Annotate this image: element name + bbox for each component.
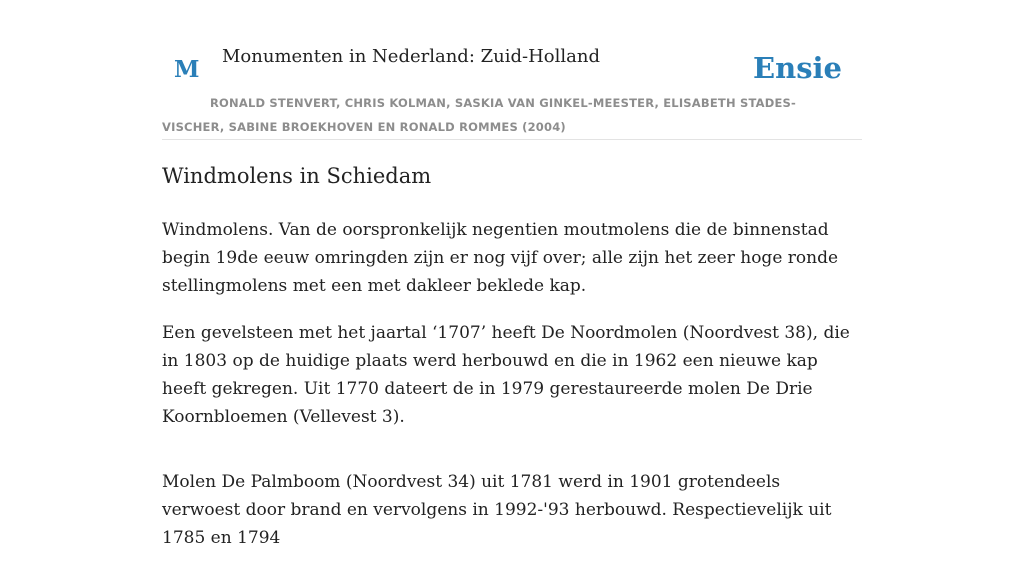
paragraph-2: Een gevelsteen met het jaartal ‘1707’ heeft De Noordmolen (Noordvest 38), die in 1803 op de huidige plaats werd herbouwd en die in 1962 een nieuwe kap heeft gekregen. Uit 1770 dateert de in 1979 gerestaureerde molen De Drie Koornbloemen (Vellevest 3). bbox=[162, 323, 850, 427]
ensie-logo-link[interactable]: Ensie bbox=[753, 51, 842, 85]
header bbox=[162, 40, 862, 140]
authors-line: RONALD STENVERT, CHRIS KOLMAN, SASKIA VAN GINKEL-MEESTER, ELISABETH STADES-VISCHER, SABINE BROEKHOVEN EN RONALD ROMMES (2004) bbox=[162, 96, 796, 134]
article-title: Windmolens in Schiedam bbox=[162, 164, 432, 188]
book-title-link[interactable]: Monumenten in Nederland: Zuid-Holland bbox=[222, 46, 600, 67]
paragraph-1: Windmolens. Van de oorspronkelijk negentien moutmolens die de binnenstad begin 19de eeuw omringden zijn er nog vijf over; alle zijn het zeer hoge ronde stellingmolens met een met dakleer beklede kap. bbox=[162, 220, 839, 296]
book-logo-icon[interactable]: M bbox=[174, 56, 200, 83]
paragraph-3: Molen De Palmboom (Noordvest 34) uit 1781 werd in 1901 grotendeels verwoest door brand en vervolgens in 1992-'93 herbouwd. Respectievelijk uit 1785 en 1794 bbox=[162, 472, 832, 548]
article-body bbox=[162, 216, 862, 571]
